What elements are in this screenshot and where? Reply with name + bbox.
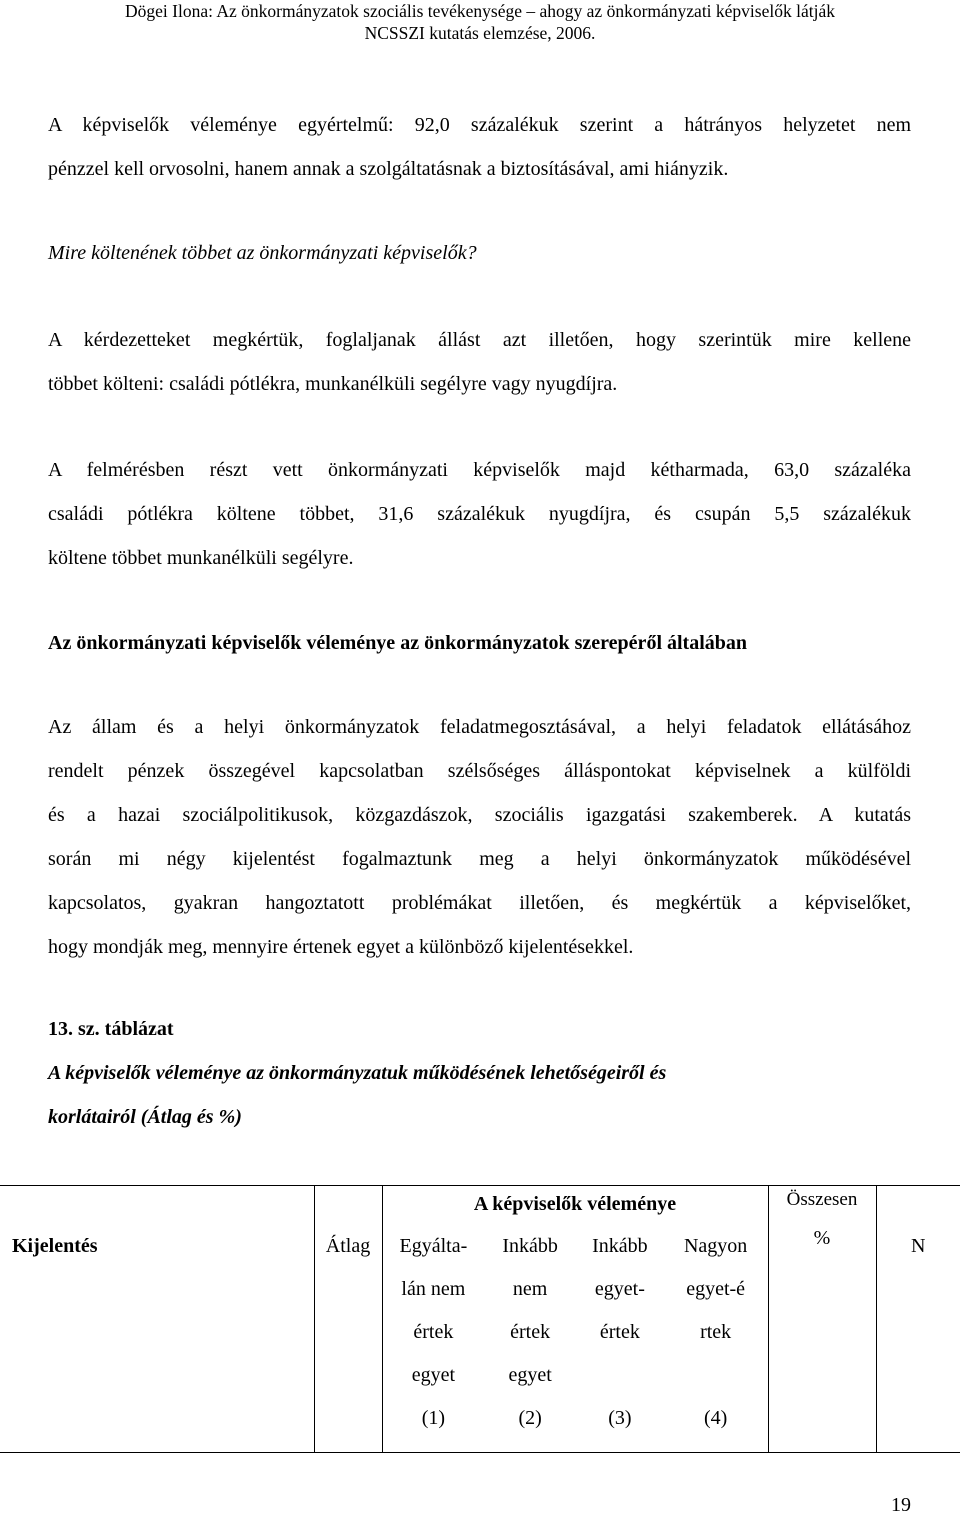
text-line: és a hazai szociálpolitikusok, közgazdászok, szociális igazgatási szakemberek. A kutatás — [48, 793, 911, 837]
text-line: A kérdezetteket megkértük, foglaljanak állást azt illetően, hogy szerintük mire kellene — [48, 318, 911, 362]
table-title-line-2: korlátairól (Átlag és %) — [48, 1095, 911, 1139]
header-col-1-code: (1) — [383, 1397, 485, 1440]
header-col-1 — [383, 1222, 485, 1440]
text-line: A képviselők véleménye egyértelmű: 92,0 százalékuk szerint a hátrányos helyzetet nem — [48, 103, 911, 147]
header-kijelentes-label: Kijelentés — [0, 1186, 314, 1268]
header-col-3-line — [576, 1354, 664, 1397]
text-line: kapcsolatos, gyakran hangoztatott problémákat illetően, és megkértük a képviselőket, — [48, 881, 911, 925]
section-title: Az önkormányzati képviselők véleménye az önkormányzatok szerepéről általában — [48, 632, 747, 655]
table-caption — [48, 1007, 911, 1139]
header-col-1-line: értek — [383, 1311, 485, 1354]
table-title-line-1: A képviselők véleménye az önkormányzatuk működésének lehetőségeiről és — [48, 1051, 911, 1095]
header-col-2-line: Inkább — [484, 1225, 576, 1268]
header-col-1-line: Egyálta- — [383, 1225, 485, 1268]
running-header-line-2: NCSSZI kutatás elemzése, 2006. — [0, 22, 960, 44]
header-col-3-code: (3) — [576, 1397, 664, 1440]
text-line: pénzzel kell orvosolni, hanem annak a szolgáltatásnak a biztosításával, ami hiányzik. — [48, 147, 911, 191]
table-number: 13. sz. táblázat — [48, 1007, 911, 1051]
header-col-4-line: rtek — [664, 1311, 768, 1354]
page-number: 19 — [891, 1494, 911, 1517]
running-header-line-1: Dögei Ilona: Az önkormányzatok szociális tevékenysége – ahogy az önkormányzati képviselők látják — [0, 0, 960, 22]
header-total-percent: % — [769, 1214, 876, 1262]
header-col-4 — [664, 1222, 768, 1440]
header-col-2-line: értek — [484, 1311, 576, 1354]
header-col-2 — [484, 1222, 576, 1440]
table-header-row — [0, 1186, 960, 1453]
header-col-4-line — [664, 1354, 768, 1397]
text-line: családi pótlékra költene többet, 31,6 százalékuk nyugdíjra, és csupán 5,5 százalékuk — [48, 492, 911, 536]
header-n-label — [877, 1186, 960, 1268]
header-col-3 — [576, 1222, 664, 1440]
header-col-1-line: egyet — [383, 1354, 485, 1397]
header-total-label: Összesen — [769, 1186, 876, 1214]
header-col-2-code: (2) — [484, 1397, 576, 1440]
header-col-4-line: egyet-é — [664, 1268, 768, 1311]
paragraph-survey — [48, 318, 911, 406]
header-col-4-code: (4) — [664, 1397, 768, 1440]
header-col-2-line: nem — [484, 1268, 576, 1311]
text-line: Mire költenének többet az önkormányzati képviselők? — [48, 231, 911, 275]
header-opinion-group — [382, 1186, 768, 1453]
header-col-3-line: értek — [576, 1311, 664, 1354]
header-col-3-line: egyet- — [576, 1268, 664, 1311]
header-n — [876, 1186, 960, 1453]
header-total — [768, 1186, 876, 1453]
header-group-title: A képviselők véleménye — [383, 1186, 768, 1222]
header-atlag — [314, 1186, 382, 1453]
text-line: költene többet munkanélküli segélyre. — [48, 536, 911, 580]
text-line: Az állam és a helyi önkormányzatok feladatmegosztásával, a helyi feladatok ellátásához — [48, 705, 911, 749]
header-n-text: N — [877, 1225, 960, 1268]
header-col-4-line: Nagyon — [664, 1225, 768, 1268]
opinion-table — [0, 1185, 960, 1453]
paragraph-state-tasks — [48, 705, 911, 969]
header-atlag-label — [315, 1186, 382, 1268]
header-atlag-text: Átlag — [315, 1225, 382, 1268]
paragraph-opinion — [48, 103, 911, 191]
text-line: többet költeni: családi pótlékra, munkanélküli segélyre vagy nyugdíjra. — [48, 362, 911, 406]
text-line: A felmérésben részt vett önkormányzati képviselők majd kétharmada, 63,0 százaléka — [48, 448, 911, 492]
paragraph-results — [48, 448, 911, 580]
header-kijelentes — [0, 1186, 314, 1453]
question-heading — [48, 231, 911, 275]
header-col-3-line: Inkább — [576, 1225, 664, 1268]
text-line: során mi négy kijelentést fogalmaztunk meg a helyi önkormányzatok működésével — [48, 837, 911, 881]
text-line: rendelt pénzek összegével kapcsolatban szélsőséges álláspontokat képviselnek a külföldi — [48, 749, 911, 793]
text-line: hogy mondják meg, mennyire értenek egyet a különböző kijelentésekkel. — [48, 925, 911, 969]
header-col-1-line: lán nem — [383, 1268, 485, 1311]
header-col-2-line: egyet — [484, 1354, 576, 1397]
header-opinion-columns — [383, 1222, 768, 1440]
